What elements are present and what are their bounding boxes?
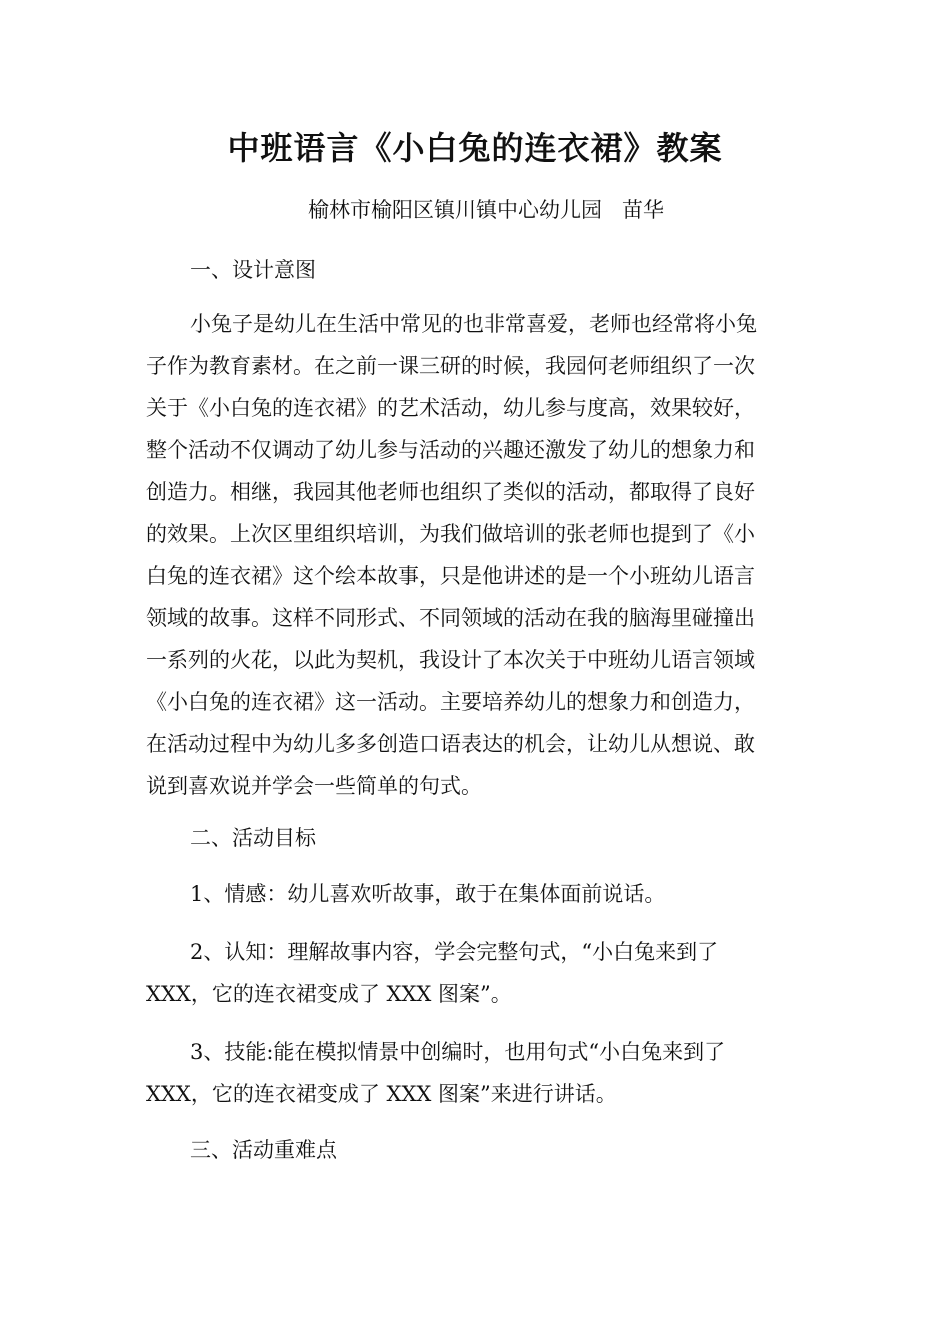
paragraph-line: 创造力。相继，我园其他老师也组织了类似的活动，都取得了良好 <box>146 480 755 504</box>
paragraph-line: 的效果。上次区里组织培训，为我们做培训的张老师也提到了《小 <box>146 522 755 546</box>
goal-cognition-line2: XXX，它的连衣裙变成了 XXX 图案”。 <box>146 982 512 1006</box>
paragraph-line: 在活动过程中为幼儿多多创造口语表达的机会，让幼儿从想说、敢 <box>146 732 755 756</box>
section-heading-activity-goals: 二、活动目标 <box>190 826 316 850</box>
author-line: 榆林市榆阳区镇川镇中心幼儿园 苗华 <box>308 198 665 222</box>
paragraph-line: 整个活动不仅调动了幼儿参与活动的兴趣还激发了幼儿的想象力和 <box>146 438 755 462</box>
paragraph-line: 《小白兔的连衣裙》这一活动。主要培养幼儿的想象力和创造力， <box>146 690 755 714</box>
paragraph-line: 小兔子是幼儿在生活中常见的也非常喜爱，老师也经常将小兔 <box>190 312 757 336</box>
document-title: 中班语言《小白兔的连衣裙》教案 <box>227 129 723 167</box>
paragraph-line: 说到喜欢说并学会一些简单的句式。 <box>146 774 482 798</box>
goal-cognition-line1: 2、认知：理解故事内容，学会完整句式，“小白兔来到了 <box>190 940 719 964</box>
goal-skill-line1: 3、技能:能在模拟情景中创编时，也用句式“小白兔来到了 <box>190 1040 726 1064</box>
section-heading-design-intent: 一、设计意图 <box>190 258 316 282</box>
paragraph-line: 白兔的连衣裙》这个绘本故事，只是他讲述的是一个小班幼儿语言 <box>146 564 755 588</box>
paragraph-line: 关于《小白兔的连衣裙》的艺术活动，幼儿参与度高，效果较好， <box>146 396 755 420</box>
paragraph-line: 一系列的火花，以此为契机，我设计了本次关于中班幼儿语言领域 <box>146 648 755 672</box>
section-heading-key-points: 三、活动重难点 <box>190 1138 337 1162</box>
paragraph-line: 领域的故事。这样不同形式、不同领域的活动在我的脑海里碰撞出 <box>146 606 755 630</box>
goal-emotion: 1、情感：幼儿喜欢听故事，敢于在集体面前说话。 <box>190 882 666 906</box>
paragraph-line: 子作为教育素材。在之前一课三研的时候，我园何老师组织了一次 <box>146 354 755 378</box>
goal-skill-line2: XXX，它的连衣裙变成了 XXX 图案”来进行讲话。 <box>146 1082 617 1106</box>
